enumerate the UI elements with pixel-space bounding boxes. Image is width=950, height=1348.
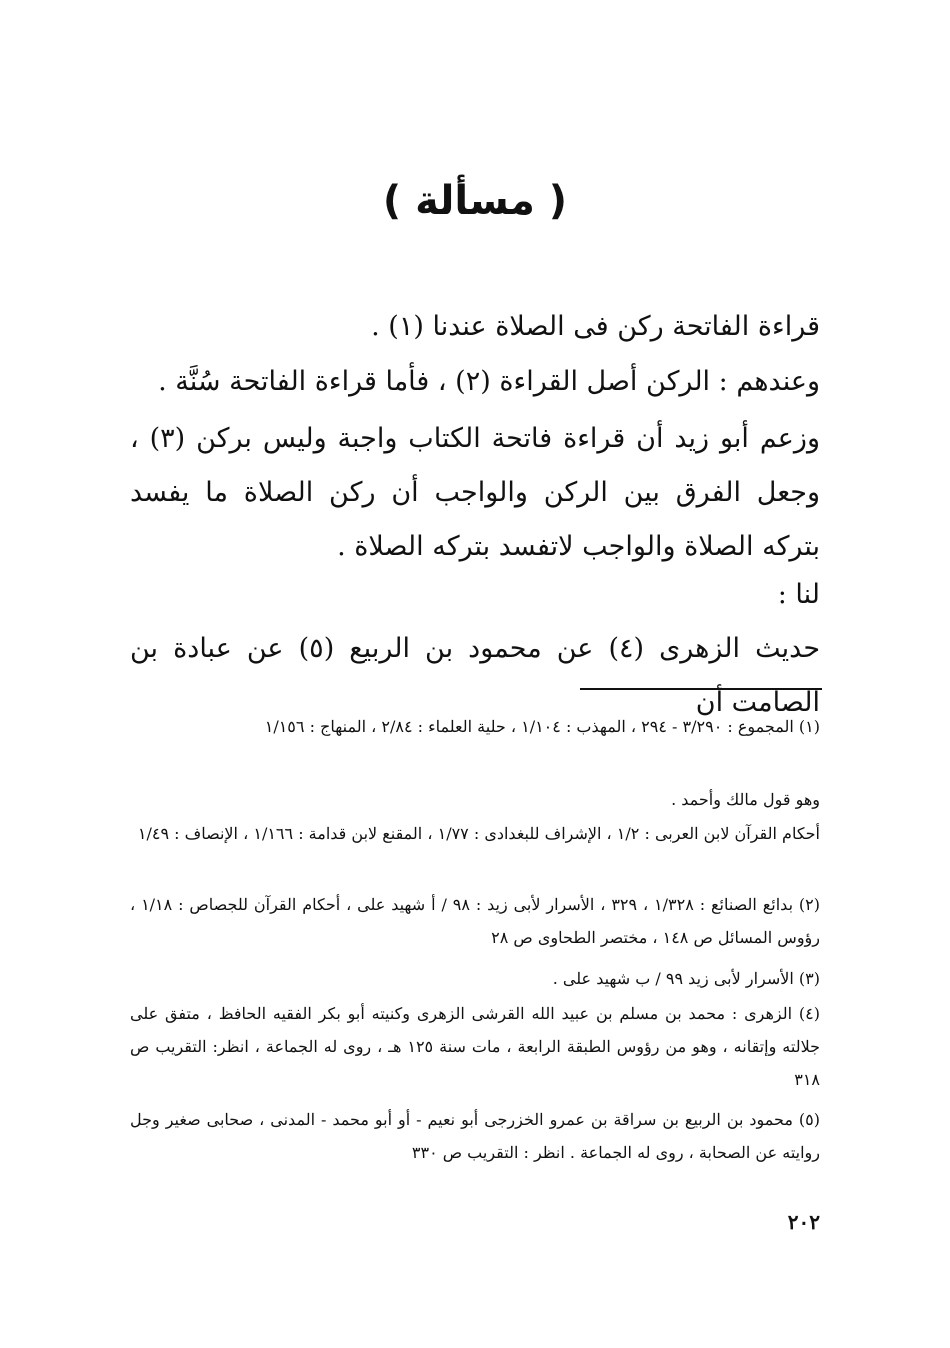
paragraph-5: حديث الزهرى (٤) عن محمود بن الربيع (٥) عن عبادة بن الصامت أن (130, 633, 821, 718)
footnote-1-note: وهو قول مالك وأحمد . (671, 790, 820, 809)
footnote-5: (٥) محمود بن الربيع بن سراقة بن عمرو الخزرجى أبو نعيم - أو أبو محمد - المدنى ، صحابى صغير وجل روايته عن الصحابة ، روى له الجماعة . انظر : التقريب ص ٣٣٠ (130, 1110, 820, 1162)
paragraph-1: قراءة الفاتحة ركن فى الصلاة عندنا (١) . (371, 311, 820, 342)
page-number: ٢٠٢ (787, 1210, 820, 1234)
footnote-3: (٣) الأسرار لأبى زيد ٩٩ / ب شهيد على . (552, 969, 820, 988)
footnote-divider (580, 688, 822, 690)
paragraph-3: وزعم أبو زيد أن قراءة فاتحة الكتاب واجبة وليس بركن (٣) ، وجعل الفرق بين الركن والواجب أن ركن الصلاة ما يفسد بتركه الصلاة والواجب لاتفسد بتركه الصلاة . (130, 423, 820, 562)
paragraph-2: وعندهم : الركن أصل القراءة (٢) ، فأما قراءة الفاتحة سُنَّة . (158, 366, 820, 397)
paragraph-4: لنا : (777, 579, 820, 610)
footnote-1-main: (١) المجموع : ٣/٢٩٠ - ٢٩٤ ، المهذب : ١/١٠٤ ، حلية العلماء : ٢/٨٤ ، المنهاج : ١/١٥٦ (264, 717, 820, 736)
footnote-4: (٤) الزهرى : محمد بن مسلم بن عبيد الله القرشى الزهرى وكنيته أبو بكر الفقيه الحافظ ، متفق على جلالته وإتقانه ، وهو من رؤوس الطبقة الرابعة ، مات سنة ١٢٥ هـ ، روى له الجماعة ، انظر: التقريب ص ٣١٨ (130, 1004, 821, 1089)
section-title: ( مسألة ) (382, 178, 568, 224)
footnote-2: (٢) بدائع الصنائع : ١/٣٢٨ ، ٣٢٩ ، الأسرار لأبى زيد : ٩٨ / أ شهيد على ، أحكام القرآن للجصاص : ١/١٨ ، رؤوس المسائل ص ١٤٨ ، مختصر الطحاوى ص ٢٨ (130, 895, 820, 947)
footnote-1-refs: أحكام القرآن لابن العربى : ١/٢ ، الإشراف للبغدادى : ١/٧٧ ، المقنع لابن قدامة : ١/١٦٦ ، الإنصاف : ١/٤٩ (137, 824, 820, 843)
